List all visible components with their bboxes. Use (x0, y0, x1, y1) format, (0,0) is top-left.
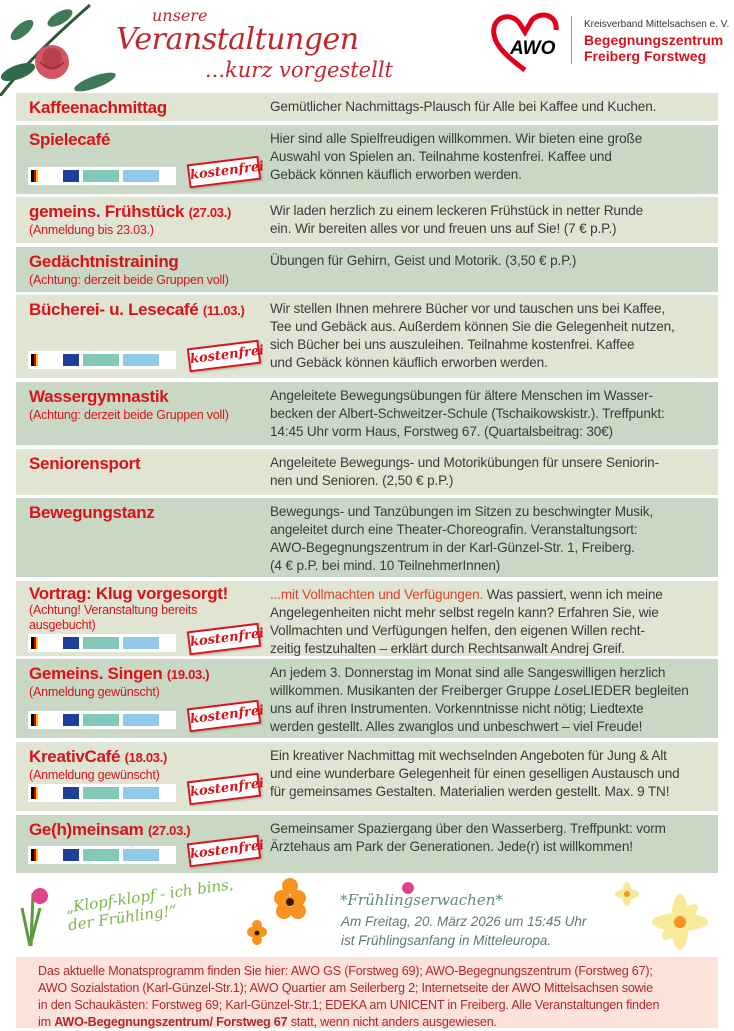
event-title (29, 300, 269, 320)
kostenfrei-stamp: kostenfrei (187, 700, 261, 733)
description-text: becken der Albert-Schweitzer-Schule (Tschaikowskistr.). Treffpunkt: (270, 405, 665, 421)
event-note: (Achtung: derzeit beide Gruppen voll) (29, 272, 229, 287)
funding-logos (28, 784, 176, 802)
event-title-block (29, 300, 269, 320)
event-date: (18.03.) (124, 749, 168, 765)
eu-flag-icon (63, 170, 79, 182)
silberstadt-logo-icon (123, 637, 159, 649)
description-line (270, 130, 642, 148)
description-text: Angeleitete Bewegungsübungen für ältere Menschen im Wasser- (270, 387, 653, 403)
description-text: Gebäck können käuflich erworben werden. (270, 166, 522, 182)
event-description (270, 454, 659, 490)
description-line (270, 454, 659, 472)
description-line (270, 664, 689, 682)
event-name: gemeins. Frühstück (29, 202, 185, 222)
eu-flag-icon (63, 849, 79, 861)
event-description (270, 252, 576, 270)
description-line (270, 354, 675, 372)
description-text: 14:45 Uhr vorm Haus, Forstweg 67. (Quartalsbeitrag: 30€) (270, 423, 613, 439)
description-text: Wir laden herzlich zu einem leckeren Frühstück in netter Runde (270, 203, 644, 219)
description-text: Gemeinsamer Spaziergang über den Wasserberg. Treffpunkt: vorm (270, 820, 666, 836)
eu-flag-icon (63, 787, 79, 799)
funding-logos (28, 167, 176, 185)
funding-logos (28, 711, 176, 729)
event-name: Ge(h)meinsam (29, 819, 144, 839)
awo-logo-text: AWO (510, 38, 556, 59)
org-name: Kreisverband Mittelsachsen e. V. (584, 19, 730, 30)
description-line (270, 98, 656, 116)
event-row (16, 197, 718, 243)
federal-eagle-icon (31, 170, 59, 182)
event-title (29, 820, 269, 840)
event-note: (Anmeldung gewünscht) (29, 767, 160, 782)
rose-illustration (0, 0, 125, 96)
funding-logos (28, 846, 176, 864)
event-description (270, 820, 666, 856)
event-description (270, 202, 643, 238)
event-row (16, 815, 718, 873)
event-date: (27.03.) (188, 205, 232, 221)
event-title (29, 252, 269, 272)
description-line (270, 604, 663, 622)
event-name: Bewegungstanz (29, 503, 155, 523)
description-text: Gemütlicher Nachmittags-Plausch für Alle bei Kaffee und Kuchen. (270, 99, 657, 114)
kostenfrei-stamp: kostenfrei (187, 155, 261, 188)
description-text: willkommen. Musikanten der Freiberger Gruppe (270, 683, 555, 699)
description-line (270, 220, 643, 238)
footer-line: Das aktuelle Monatsprogramm finden Sie hier: AWO GS (Forstweg 69); AWO-Begegnungszentrum (Forstweg 67); (38, 964, 653, 978)
staerkung-logo-icon (83, 170, 119, 182)
event-note: (Achtung! Veranstaltung bereits (29, 602, 198, 617)
footer-text: statt, wenn nicht anders ausgewiesen. (287, 1015, 497, 1029)
event-date: (19.03.) (166, 667, 210, 683)
event-title-block (29, 130, 269, 150)
spring-slogan: „Klopf-klopf - ich bins, der Frühling!“ (64, 875, 235, 935)
silberstadt-logo-icon (123, 714, 159, 726)
event-date: (27.03.) (147, 822, 191, 838)
federal-eagle-icon (31, 714, 59, 726)
event-name: Kaffeenachmittag (29, 98, 167, 117)
event-name: Vortrag: Klug vorgesorgt! (29, 583, 229, 603)
staerkung-logo-icon (83, 849, 119, 861)
org-location: Freiberg Forstweg (584, 48, 707, 64)
silberstadt-logo-icon (123, 849, 159, 861)
event-name: Spielecafé (29, 129, 111, 149)
event-title (29, 202, 269, 222)
event-row (16, 382, 718, 445)
event-note: ausgebucht) (29, 617, 96, 632)
event-row (16, 295, 718, 378)
event-name: Wassergymnastik (29, 386, 169, 406)
event-description (270, 387, 665, 441)
page-subtitle: ...kurz vorgestellt (205, 58, 393, 82)
description-line (270, 503, 653, 521)
event-name: Gemeins. Singen (29, 664, 163, 684)
description-text: Lose (554, 683, 584, 699)
page-title: Veranstaltungen (116, 22, 359, 57)
event-title (29, 130, 269, 150)
event-row (16, 659, 718, 738)
description-text: LIEDER begleiten (583, 683, 689, 699)
org-center: Begegnungszentrum (584, 32, 724, 48)
description-line (270, 539, 653, 557)
description-text: Wir stellen Ihnen mehrere Bücher vor und tauschen uns bei Kaffee, (270, 301, 666, 317)
event-row (16, 125, 718, 194)
event-name: KreativCafé (29, 746, 121, 766)
footer-info (16, 957, 718, 1028)
description-line (270, 300, 675, 318)
kostenfrei-stamp: kostenfrei (187, 622, 261, 655)
description-line (270, 521, 653, 539)
staerkung-logo-icon (83, 787, 119, 799)
staerkung-logo-icon (83, 714, 119, 726)
event-title-block (29, 387, 269, 423)
event-row (16, 93, 718, 121)
logo-divider (571, 16, 572, 64)
event-list (16, 93, 718, 876)
description-text: uns auf ihren Instrumenten. Vorkenntnisse nicht nötig; Liedtexte (270, 701, 644, 717)
event-name: Bücherei- u. Lesecafé (29, 300, 199, 320)
event-name: Seniorensport (29, 453, 141, 473)
description-line (270, 682, 689, 700)
event-title (29, 747, 269, 767)
description-text: AWO-Begegnungszentrum in der Karl-Günzel-Str. 1, Freiberg. (270, 540, 635, 556)
event-row (16, 742, 718, 811)
description-line (270, 718, 689, 736)
event-title-block (29, 503, 269, 523)
federal-eagle-icon (31, 849, 59, 861)
description-text: Hier sind alle Spielfreudigen willkommen. Wir bieten eine große (270, 130, 643, 146)
description-text: angeleitet durch eine Theater-Choreografin. Veranstaltungsort: (270, 522, 638, 538)
silberstadt-logo-icon (123, 170, 159, 182)
event-description (270, 747, 680, 801)
description-text: Bewegungs- und Tanzübungen im Sitzen zu beschwingter Musik, (270, 504, 654, 520)
event-title-block (29, 454, 269, 474)
event-title-block (29, 202, 269, 238)
description-text: Angelegenheiten nicht mehr selbst regeln kann? Erfahren Sie, wie (270, 604, 659, 620)
event-description (270, 98, 656, 116)
title-small: unsere (152, 6, 208, 25)
eu-flag-icon (63, 637, 79, 649)
eu-flag-icon (63, 354, 79, 366)
event-title-block (29, 252, 269, 288)
event-description (270, 300, 675, 372)
description-line (270, 387, 665, 405)
description-line (270, 622, 663, 640)
description-text: Ein kreativer Nachmittag mit wechselnden Angeboten für Jung & Alt (270, 747, 667, 763)
event-title (29, 387, 269, 407)
description-text: Was passiert, wenn ich meine (483, 586, 663, 602)
footer-venue: AWO-Begegnungszentrum/ Forstweg 67 (54, 1015, 288, 1029)
event-title (29, 503, 269, 523)
event-note: (Anmeldung bis 23.03.) (29, 223, 154, 238)
awo-heart-logo (490, 12, 560, 72)
event-description (270, 586, 663, 658)
description-text: und Gebäck können käuflich erworben werden. (270, 355, 548, 371)
description-line (270, 765, 680, 783)
event-row (16, 247, 718, 292)
description-text: nen und Senioren. (2,50 € p.P.) (270, 472, 454, 488)
description-text: An jedem 3. Donnerstag im Monat sind alle Sangeswilligen herzlich (270, 665, 666, 681)
description-line (270, 820, 666, 838)
description-line (270, 423, 665, 441)
description-text: Angeleitete Bewegungs- und Motorikübungen für unsere Seniorin- (270, 454, 659, 470)
kostenfrei-stamp: kostenfrei (187, 340, 261, 373)
staerkung-logo-icon (83, 354, 119, 366)
eu-flag-icon (63, 714, 79, 726)
event-title-block (29, 98, 269, 118)
description-text: ein. Wir bereiten alles vor und freuen uns auf Sie! (7 € p.P.) (270, 221, 617, 237)
funding-logos (28, 351, 176, 369)
event-row (16, 498, 718, 577)
footer-line: in den Schaukästen: Forstweg 69; Karl-Günzel-Str.1; EDEKA am UNICENT in Freiberg. Alle Veranstaltungen finden (38, 998, 660, 1012)
description-line (270, 747, 680, 765)
description-line (270, 472, 659, 490)
federal-eagle-icon (31, 787, 59, 799)
event-title (29, 454, 269, 474)
spring-line-2: ist Frühlingsanfang in Mitteleuropa. (341, 933, 552, 948)
event-title (29, 98, 269, 118)
event-description (270, 130, 642, 184)
event-row (16, 581, 718, 656)
description-text: Tee und Gebäck aus. Außerdem können Sie die Gelegenheit nutzen, (270, 319, 675, 335)
description-text: (4 € p.P. bei mind. 10 TeilnehmerInnen) (270, 558, 501, 574)
event-title-block (29, 820, 269, 840)
event-title-block (29, 664, 269, 700)
description-line (270, 318, 675, 336)
funding-logos (28, 634, 176, 652)
footer-line: AWO Sozialstation (Karl-Günzel-Str.1); AWO Quartier am Seilerberg 2; Internetseite der AWO Mittelsachsen sowie (38, 981, 653, 995)
description-line (270, 166, 642, 184)
spring-line-1: Am Freitag, 20. März 2026 um 15:45 Uhr (341, 914, 587, 929)
footer-text: im (38, 1015, 55, 1029)
description-text: Ärztehaus am Park der Generationen. Jede(r) ist willkommen! (270, 838, 633, 854)
kostenfrei-stamp: kostenfrei (187, 834, 261, 867)
description-line (270, 783, 680, 801)
description-line (270, 557, 653, 575)
federal-eagle-icon (31, 354, 59, 366)
description-text: werden gestellt. Alles zwanglos und unbeschwert – viel Freude! (270, 719, 643, 735)
description-text: ...mit Vollmachten und Verfügungen. (270, 586, 484, 602)
description-line (270, 202, 643, 220)
description-line (270, 640, 663, 658)
silberstadt-logo-icon (123, 354, 159, 366)
description-text: Auswahl von Spielen an. Teilnahme kostenfrei. Kaffee und (270, 148, 612, 164)
description-line (270, 336, 675, 354)
description-line (270, 252, 576, 270)
event-title (29, 664, 269, 684)
description-text: und eine wunderbare Gelegenheit für einen geselligen Austausch und (270, 765, 680, 781)
event-date: (11.03.) (202, 303, 245, 319)
event-row (16, 449, 718, 495)
kostenfrei-stamp: kostenfrei (187, 773, 261, 806)
description-text: sich Bücher bei uns auszuleihen. Teilnahme kostenfrei. Kaffee (270, 337, 635, 353)
event-name: Gedächtnistraining (29, 251, 179, 271)
description-line (270, 586, 663, 604)
event-description (270, 503, 653, 575)
description-line (270, 838, 666, 856)
description-line (270, 405, 665, 423)
description-text: zeitig festzuhalten – erklärt durch Rechtsanwalt Andrej Greif. (270, 640, 625, 656)
description-line (270, 148, 642, 166)
spring-title: *Frühlingserwachen* (340, 891, 503, 909)
description-line (270, 700, 689, 718)
event-description (270, 664, 689, 736)
event-title (29, 584, 269, 603)
federal-eagle-icon (31, 637, 59, 649)
event-note: (Anmeldung gewünscht) (29, 685, 160, 700)
description-text: für gemeinsames Gestalten. Materialien werden gestellt. Max. 9 TN! (270, 783, 670, 799)
description-text: Vollmachten und Verfügungen helfen, den eigenen Willen recht- (270, 622, 645, 638)
staerkung-logo-icon (83, 637, 119, 649)
footer-line (38, 1014, 718, 1031)
description-text: Übungen für Gehirn, Geist und Motorik. (3,50 € p.P.) (270, 252, 577, 268)
silberstadt-logo-icon (123, 787, 159, 799)
event-note: (Achtung: derzeit beide Gruppen voll) (29, 407, 229, 422)
